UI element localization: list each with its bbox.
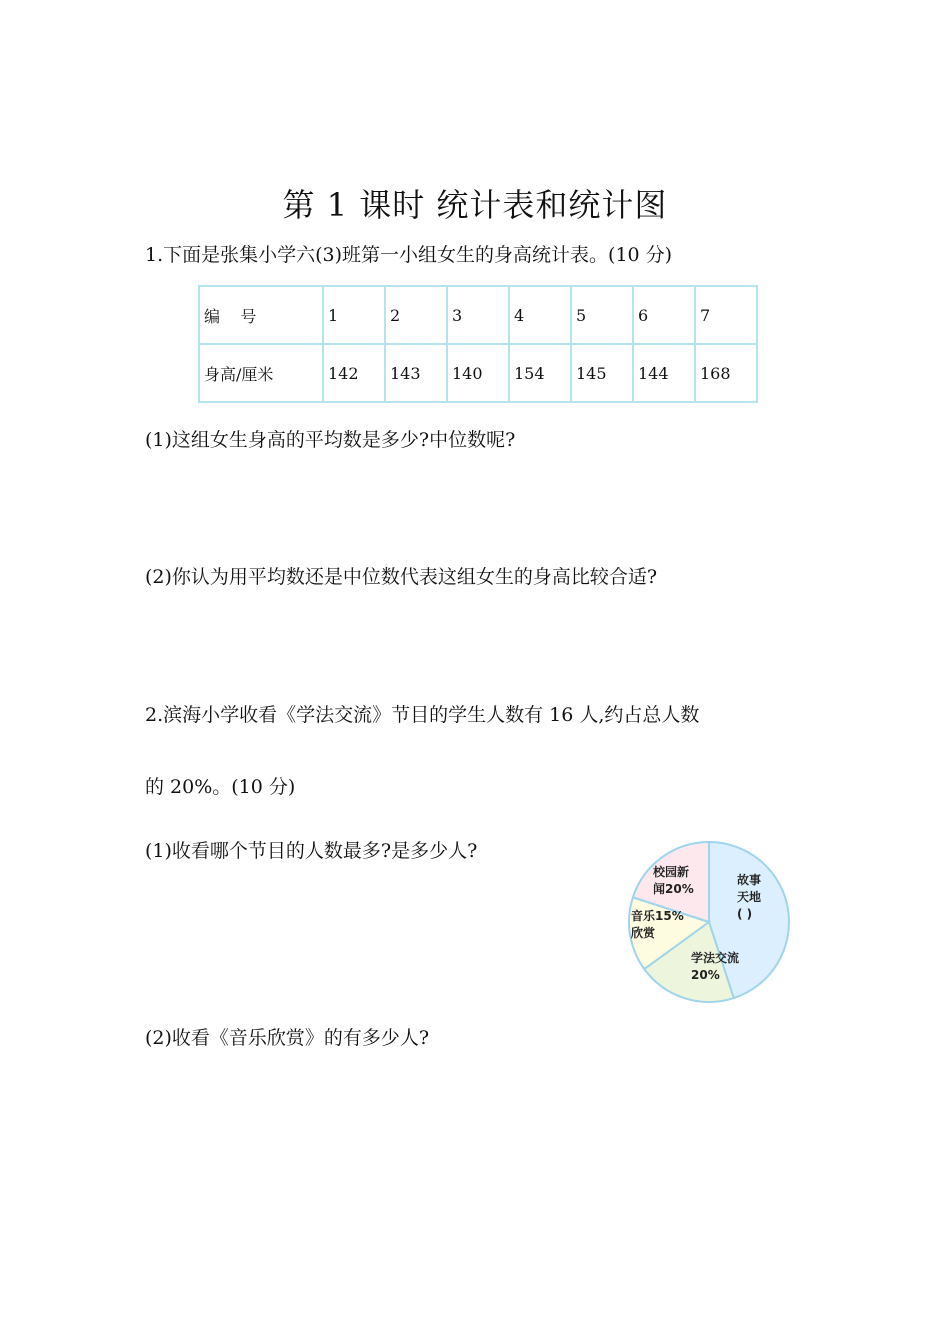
question-2-text-line-1: 2.滨海小学收看《学法交流》节目的学生人数有 16 人,约占总人数 (145, 704, 700, 726)
table-cell: 154 (509, 344, 571, 402)
table-cell: 143 (385, 344, 447, 402)
table-cell: 140 (447, 344, 509, 402)
table-cell: 142 (323, 344, 385, 402)
table-cell: 1 (323, 286, 385, 344)
table-header-label: 编 号 (199, 286, 323, 344)
table-cell: 4 (509, 286, 571, 344)
pie-slice-label: 天地 (737, 890, 762, 904)
pie-slice-label: 校园新 (653, 865, 690, 879)
table-row (199, 344, 757, 402)
pie-slice-label: ( ) (737, 907, 753, 921)
table-row (199, 286, 757, 344)
pie-slice-label: 闻20% (653, 882, 694, 896)
table-cell: 6 (633, 286, 695, 344)
table-cell: 168 (695, 344, 757, 402)
question-1-text: 1.下面是张集小学六(3)班第一小组女生的身高统计表。(10 分) (145, 244, 673, 266)
table-cell: 2 (385, 286, 447, 344)
page-title: 第 1 课时 统计表和统计图 (282, 186, 668, 224)
question-2-sub-1: (1)收看哪个节目的人数最多?是多少人? (145, 840, 478, 862)
height-table (198, 285, 758, 403)
table-cell: 144 (633, 344, 695, 402)
table-row-label: 身高/厘米 (199, 344, 323, 402)
table-cell: 145 (571, 344, 633, 402)
question-2-text-line-2: 的 20%。(10 分) (145, 776, 296, 798)
question-2-sub-2: (2)收看《音乐欣赏》的有多少人? (145, 1027, 430, 1049)
program-pie-chart (625, 838, 795, 1008)
pie-slice-label: 学法交流 (691, 951, 740, 965)
question-1-sub-1: (1)这组女生身高的平均数是多少?中位数呢? (145, 429, 516, 451)
table-cell: 7 (695, 286, 757, 344)
pie-slice-label: 音乐15% (631, 909, 684, 923)
table-cell: 5 (571, 286, 633, 344)
question-1-sub-2: (2)你认为用平均数还是中位数代表这组女生的身高比较合适? (145, 566, 658, 588)
pie-slice-label: 故事 (737, 873, 762, 887)
pie-slice-label: 20% (691, 968, 720, 982)
pie-slice-label: 欣赏 (631, 926, 656, 940)
table-cell: 3 (447, 286, 509, 344)
